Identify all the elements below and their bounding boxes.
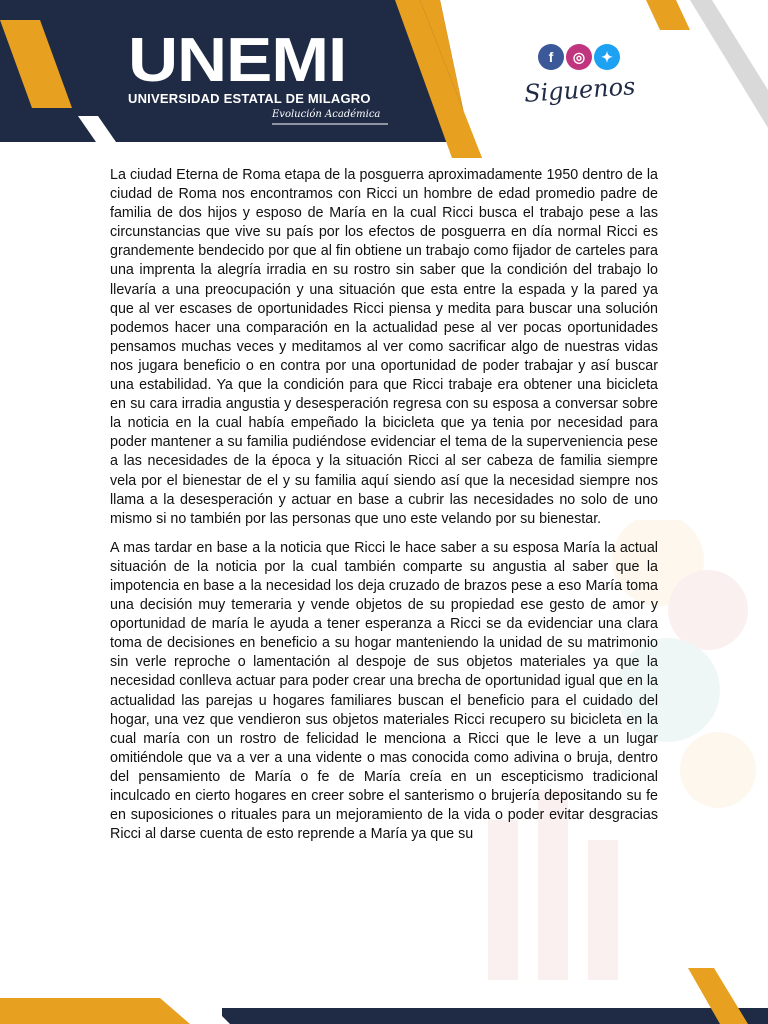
header-banner — [0, 0, 768, 160]
orange-stripe-right — [646, 0, 690, 30]
facebook-icon[interactable]: f — [538, 44, 564, 70]
footer-banner — [0, 964, 768, 1024]
social-icons — [538, 44, 620, 70]
university-name: UNIVERSIDAD ESTATAL DE MILAGRO — [128, 91, 371, 106]
footer-navy-bar — [222, 1008, 768, 1024]
social-label: Siguenos — [523, 72, 637, 108]
footer-graphics — [0, 964, 768, 1024]
gray-stripe-right — [690, 0, 768, 128]
twitter-icon[interactable]: ✦ — [594, 44, 620, 70]
paragraph: A mas tardar en base a la noticia que Ricci le hace saber a su esposa María la actual situación de la noticia por la cual también comparte su angustia al saber que la impotencia en base a la necesidad los deja cruzado de brazos pese a eso María toma una decisión muy temeraria y vende objetos de su propiedad ese gesto de amor y oportunidad de maría le ayuda a tener esperanza a Ricci se da evidenciar una clara toma de decisiones en beneficio a su hogar manteniendo la unidad de su matrimonio sin verle reproche o lamentación al despoje de sus objetos materiales ya que la necesidad conlleva actuar para poder crear una brecha de oportunidad igual que en la actualidad las parejas u hogares familiares buscan el beneficio para el cuidado del hogar, una vez que vendieron sus objetos materiales Ricci recupero su bicicleta en la cual maría con un rostro de felicidad le menciona a Ricci que le leve a un lugar omitiéndole que va a ver a una vidente o mas conocida como adivina o bruja, dentro del pensamiento de María o fe de María creía en un escepticismo tradicional inculcado en cierto hogares en creer sobre el santerismo o brujería depositando su fe en suposiciones o rituales para un mejoramiento de la vida o poder evitar desgracias Ricci al darse cuenta de esto reprende a María ya que su — [110, 539, 658, 843]
instagram-icon[interactable]: ◎ — [566, 44, 592, 70]
document-body — [110, 166, 658, 854]
tagline: Evolución Académica — [272, 109, 381, 120]
footer-orange-bar-left — [0, 998, 190, 1024]
header-graphics — [0, 0, 768, 160]
logo-wordmark: UNEMI — [128, 26, 347, 95]
paragraph: La ciudad Eterna de Roma etapa de la posguerra aproximadamente 1950 dentro de la ciudad de Roma nos encontramos con Ricci un hombre de edad promedio padre de familia de dos hijos y esposo de María en la cual Ricci busca el trabajo pese a las circunstancias que vive su país por los efectos de posguerra en día normal Ricci es grandemente bendecido por que al fin obtiene un trabajo como fijador de carteles para una imprenta la alegría irradia en su rostro sin saber que la condición del trabajo lo llevaría a una preocupación y una situación que esta entre la espada y la pared ya que al ver escases de oportunidades Ricci piensa y medita para buscar una solución podemos hacer una comparación en la actualidad pese al ver pocas oportunidades pensamos muchas veces y meditamos al ver como sacrificar algo de nuestras vidas nos jugara beneficio o en contra por una oportunidad de poder trabajar y así buscar una estabilidad. Ya que la condición para que Ricci trabaje era obtener una bicicleta en su cara irradia angustia y desesperación regresa con su esposa a conversar sobre la noticia en la cual había empeñado la bicicleta que ya tenia por necesidad para poder mantener a su familia pudiéndose evidenciar el tema de la superveniencia pese a las necesidades de la época y la situación Ricci al ser cabeza de familia siempre vela por el bienestar de el y su familia aquí siendo así que la necesidad siempre nos llama a la desesperación y actuar en base a cubrir las necesidades no solo de uno mismo si no también por las personas que uno este velando por su bienestar. — [110, 167, 658, 527]
